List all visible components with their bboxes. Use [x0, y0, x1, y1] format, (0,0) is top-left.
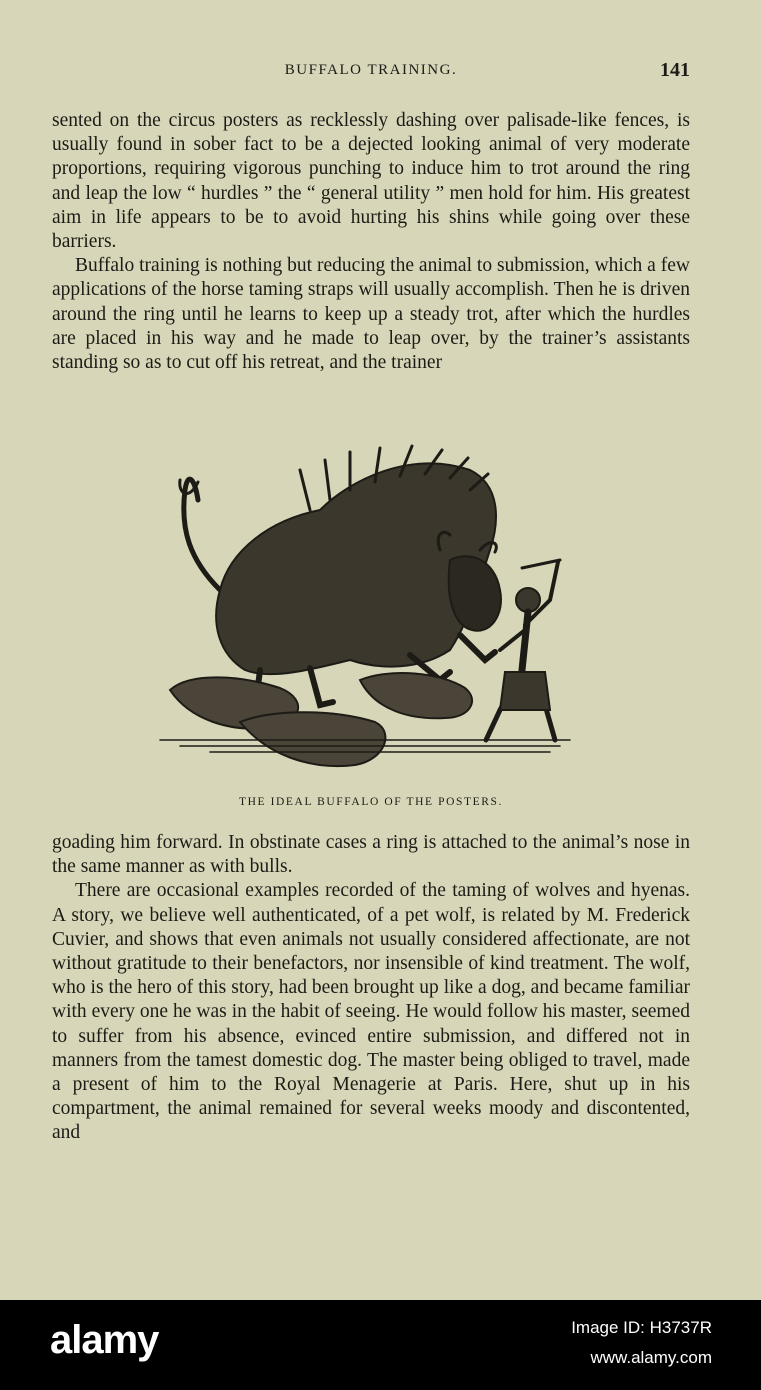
paragraph: There are occasional examples recorded of the taming of wolves and hyenas. A story, we believe well authenticated, of a pet wolf, is related by M. Frederick Cuvier, and shows that even animals not usually considered affectionate, are not without gratitude to their benefactors, nor insensible of kind treatment. The wolf, who is the hero of this story, had been brought up like a dog, and became familiar with every one he was in the habit of seeing. He would follow his master, seemed to suffer from his absence, evinced entire submission, and differed not in manners from the tamest domestic dog. The master being obliged to travel, made a present of him to the Royal Menagerie at Paris. Here, shut up in his compartment, the animal remained for several weeks moody and discontented, and — [52, 880, 690, 1144]
paragraph: sented on the circus posters as recklessly dashing over palisade-like fences, is usually found in sober fact to be a dejected looking animal of very moderate proportions, requiring vigorous punching to induce him to trot around the ring and leap the low “ hurdles ” the “ general utility ” men hold for him. His greatest aim in life appears to be to avoid hurting his shins while going over these barriers. — [52, 110, 690, 253]
buffalo-engraving — [150, 440, 580, 785]
paragraph: Buffalo training is nothing but reducing the animal to submission, which a few applications of the horse taming straps will usually accomplish. Then he is driven around the ring until he learns to keep up a steady trot, after which the hurdles are placed in his way and he made to leap over, by the trainer’s assistants standing so as to cut off his retreat, and the trainer — [52, 255, 690, 374]
site-url: www.alamy.com — [590, 1348, 712, 1367]
body-text-bottom — [52, 831, 690, 1146]
page-number: 141 — [660, 59, 690, 81]
illustration-caption: THE IDEAL BUFFALO OF THE POSTERS. — [238, 796, 504, 808]
brand-logo: alamy — [50, 1318, 159, 1362]
running-title: BUFFALO TRAINING. — [284, 62, 458, 78]
running-head — [52, 59, 690, 88]
paragraph: goading him forward. In obstinate cases a ring is attached to the animal’s nose in the same manner as with bulls. — [52, 832, 690, 878]
body-text-top — [52, 109, 690, 375]
image-id: Image ID: H3737R — [571, 1318, 712, 1337]
stock-watermark-bar — [0, 1300, 761, 1390]
